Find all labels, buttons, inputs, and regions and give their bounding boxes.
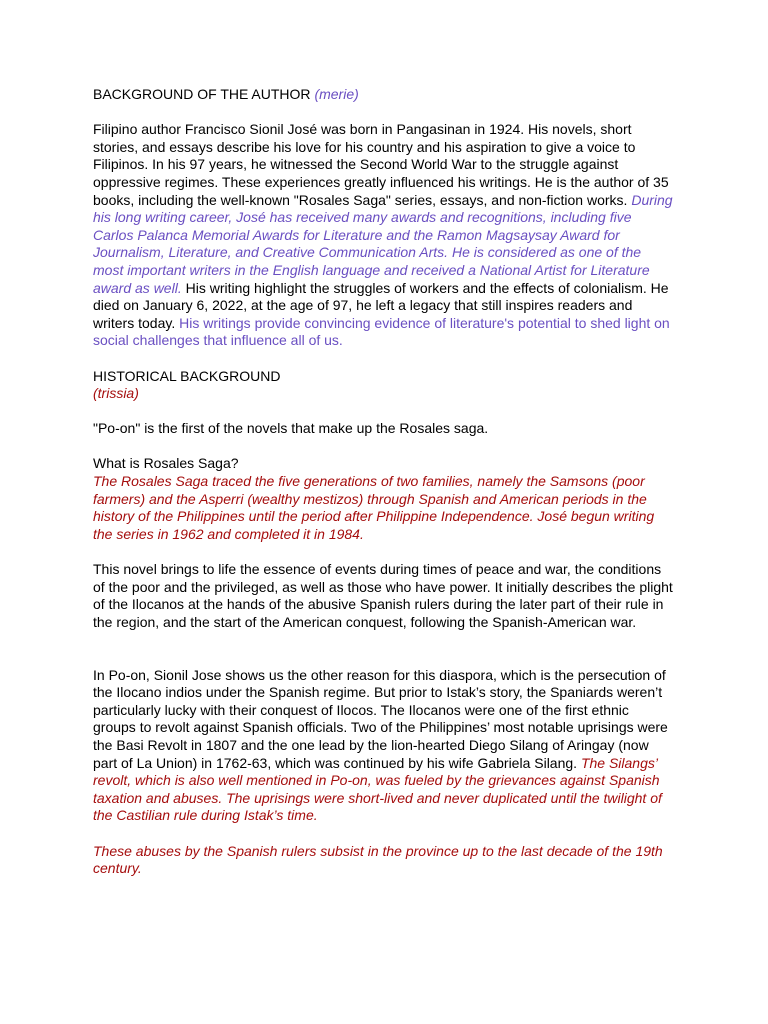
closing-paragraph: These abuses by the Spanish rulers subsist in the province up to the last decade of the 19th century. <box>93 842 663 877</box>
diaspora-red: The Silangs’ revolt, which is also well mentioned in Po-on, was fueled by the grievances against Spanish taxation and abuses. The uprisings were short-lived and never duplicated until the twilight of the Castilian rule during Istak’s time. <box>93 754 662 824</box>
historical-contributor: (trissia) <box>93 385 139 402</box>
diaspora-paragraph <box>93 667 675 825</box>
saga-answer: The Rosales Saga traced the five generations of two families, namely the Samsons (poor farmers) and the Asperri (wealthy mestizos) through Spanish and American periods in the history of the Philippines until the period after Philippine Independence. José begun writing the series in 1962 and completed it in 1984. <box>93 473 655 542</box>
author-bio-plain-2: His writing highlight the struggles of workers and the effects of colonialism. He died on January 6, 2022, at the age of 97, he left a legacy that still inspires readers and writers today. <box>93 279 669 331</box>
author-contributor: (merie) <box>314 86 359 102</box>
author-biography <box>93 121 675 350</box>
author-bio-plain-1: Filipino author Francisco Sionil José was born in Pangasinan in 1924. His novels, short stories, and essays describe his love for his country and his aspiration to give a voice to Filipinos. In his 97 years, he witnessed the Second World War to the struggle against oppressive regimes. These experiences greatly influenced his writings. He is the author of 35 books, including the well-known "Rosales Saga" series, essays, and non-fiction works. <box>93 121 669 208</box>
historical-heading: HISTORICAL BACKGROUND <box>93 367 281 384</box>
document-page <box>93 86 675 878</box>
author-heading: BACKGROUND OF THE AUTHOR <box>93 86 311 102</box>
diaspora-plain: In Po-on, Sionil Jose shows us the other reason for this diaspora, which is the persecution of the Ilocano indios under the Spanish regime. But prior to Istak’s story, the Spaniards weren’t particularly lucky with their conquest of Ilocos. The Ilocanos were one of the first ethnic groups to revolt against Spanish officials. Two of the Philippines’ most notable uprisings were the Basi Revolt in 1807 and the one lead by the lion-hearted Diego Silang of Aringay (now part of La Union) in 1762-63, which was continued by his wife Gabriela Silang. <box>93 666 668 771</box>
author-bio-awards: During his long writing career, José has received many awards and recognitions, including five Carlos Palanca Memorial Awards for Literature and the Ramon Magsaysay Award for Journalism, Literature, and Creative Communication Arts. He is considered as one of the most important writers in the English language and received a National Artist for Literature award as well. <box>93 191 673 296</box>
poon-intro: "Po-on" is the first of the novels that make up the Rosales saga. <box>93 420 489 437</box>
saga-question: What is Rosales Saga? <box>93 455 239 472</box>
author-bio-closing: His writings provide convincing evidence of literature's potential to shed light on social challenges that influence all of us. <box>93 314 670 349</box>
author-heading-line <box>93 86 675 104</box>
novel-paragraph: This novel brings to life the essence of events during times of peace and war, the conditions of the poor and the privileged, as well as those who have power. It initially describes the plight of the Ilocanos at the hands of the abusive Spanish rulers during the later part of their rule in the region, and the start of the American conquest, following the Spanish-American war. <box>93 561 673 630</box>
